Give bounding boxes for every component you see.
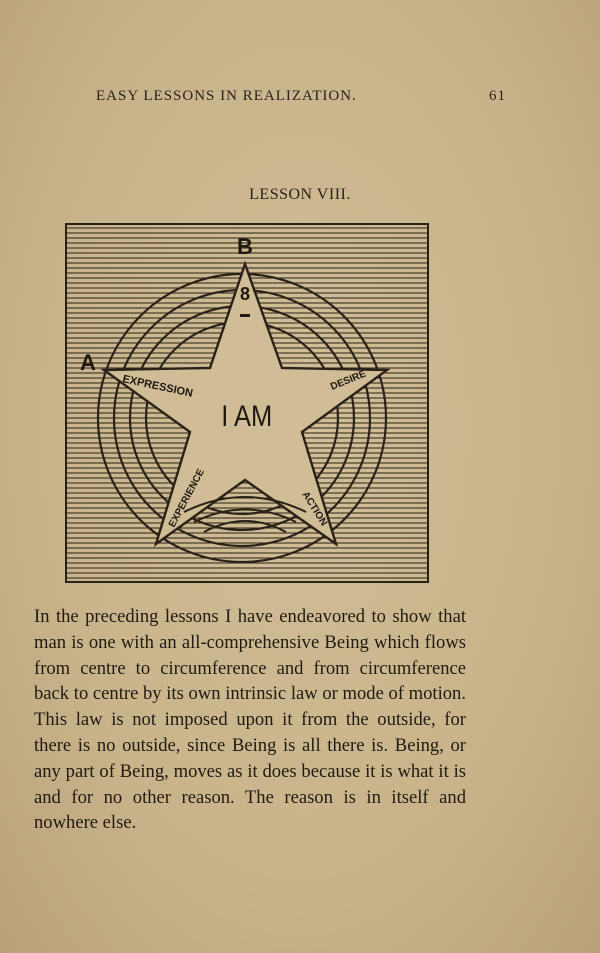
lesson-paragraph: In the preceding lessons I have endeavored to show that man is one with an all-comprehensive Being which flows from centre to circumference and from circumference back to centre by its own intrinsic law or mode of motion. This law is not imposed upon it from the outside, for there is no outside, since Being is all there is. Being, or any part of Being, moves as it does because it is what it is and for no other reason. The reason is in itself and nowhere else. (34, 606, 466, 834)
expression-label: EXPRESSION (121, 373, 194, 400)
top-letter: B (237, 234, 253, 259)
running-header (96, 88, 506, 105)
number-label: 8 (239, 284, 251, 304)
lesson-title: LESSON VIII. (249, 186, 351, 203)
star-diagram (64, 222, 430, 584)
left-letter: A (80, 350, 96, 375)
experience-label: EXPERIENCE (166, 467, 207, 530)
number-dash (240, 314, 250, 317)
desire-label: DESIRE (329, 368, 368, 393)
action-label: ACTION (299, 489, 330, 529)
running-title: EASY LESSONS IN REALIZATION. (96, 88, 357, 104)
center-text: I AM (221, 399, 273, 433)
lesson-body (34, 604, 466, 836)
page-number: 61 (489, 88, 506, 104)
